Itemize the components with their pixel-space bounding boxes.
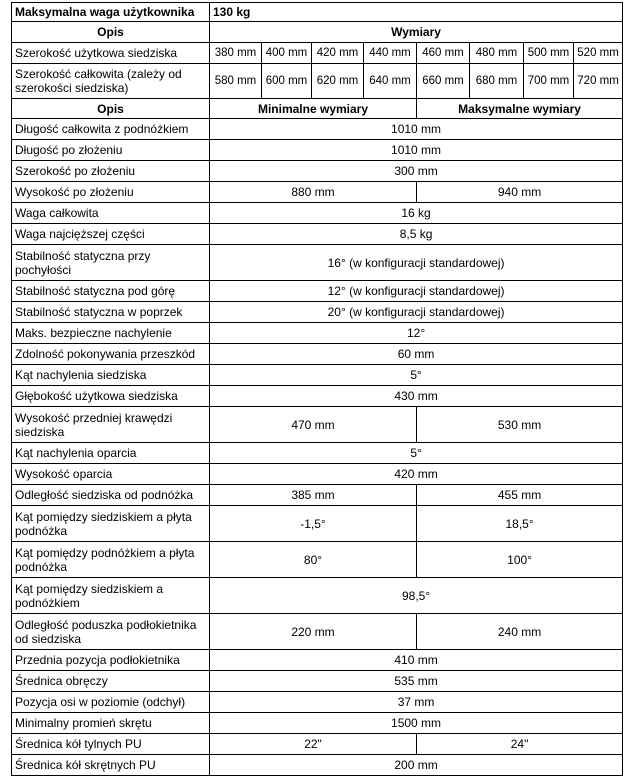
spec-row [12, 161, 623, 182]
size-value: 380 mm [210, 43, 262, 64]
size-value: 440 mm [364, 43, 417, 64]
spec-label: Waga całkowita [12, 203, 210, 224]
spec-min-value: 22" [210, 734, 417, 755]
spec-label: Kąt nachylenia siedziska [12, 365, 210, 386]
spec-row [12, 506, 623, 542]
spec-row [12, 443, 623, 464]
spec-label: Szerokość po złożeniu [12, 161, 210, 182]
spec-value: 12° (w konfiguracji standardowej) [210, 281, 623, 302]
spec-value: 12° [210, 323, 623, 344]
size-value: 660 mm [417, 64, 470, 99]
size-value: 500 mm [524, 43, 574, 64]
spec-value: 1010 mm [210, 140, 623, 161]
spec-row [12, 464, 623, 485]
dims-header-row [12, 22, 623, 43]
spec-value: 20° (w konfiguracji standardowej) [210, 302, 623, 323]
spec-row [12, 182, 623, 203]
size-value: 720 mm [574, 64, 623, 99]
size-value: 400 mm [262, 43, 312, 64]
spec-label: Długość po złożeniu [12, 140, 210, 161]
spec-label: Waga najcięższej części [12, 224, 210, 245]
spec-label: Wysokość oparcia [12, 464, 210, 485]
spec-label: Odległość siedziska od podnóżka [12, 485, 210, 506]
spec-value: 5° [210, 443, 623, 464]
spec-label: Kąt pomiędzy siedziskiem a podnóżkiem [12, 578, 210, 614]
minmax-header-desc: Opis [12, 99, 210, 119]
spec-value: 16° (w konfiguracji standardowej) [210, 245, 623, 281]
spec-row [12, 344, 623, 365]
spec-value: 200 mm [210, 755, 623, 776]
spec-row [12, 692, 623, 713]
spec-label: Wysokość przedniej krawędzi siedziska [12, 407, 210, 443]
size-row [12, 64, 623, 99]
spec-value: 300 mm [210, 161, 623, 182]
dims-header-desc: Opis [12, 22, 210, 43]
spec-label: Średnica kół skrętnych PU [12, 755, 210, 776]
spec-label: Pozycja osi w poziomie (odchył) [12, 692, 210, 713]
spec-max-value: 100° [417, 542, 623, 578]
spec-value: 8,5 kg [210, 224, 623, 245]
spec-row [12, 119, 623, 140]
size-value: 420 mm [312, 43, 364, 64]
spec-label: Wysokość po złożeniu [12, 182, 210, 203]
spec-label: Przednia pozycja podłokietnika [12, 650, 210, 671]
spec-value: 5° [210, 365, 623, 386]
spec-label: Stabilność statyczna w poprzek [12, 302, 210, 323]
size-value: 620 mm [312, 64, 364, 99]
spec-row [12, 302, 623, 323]
spec-label: Stabilność statyczna przy pochyłości [12, 245, 210, 281]
spec-row [12, 755, 623, 776]
spec-row [12, 734, 623, 755]
spec-label: Średnica kół tylnych PU [12, 734, 210, 755]
size-row [12, 43, 623, 64]
max-weight-label: Maksymalna waga użytkownika [12, 3, 210, 22]
spec-row [12, 386, 623, 407]
spec-min-value: 220 mm [210, 614, 417, 650]
spec-row [12, 614, 623, 650]
max-weight-row [12, 3, 623, 22]
spec-row [12, 713, 623, 734]
size-value: 640 mm [364, 64, 417, 99]
spec-max-value: 24" [417, 734, 623, 755]
spec-min-value: -1,5° [210, 506, 417, 542]
size-row-label: Szerokość całkowita (zależy od szerokości siedziska) [12, 64, 210, 99]
spec-row [12, 650, 623, 671]
size-row-label: Szerokość użytkowa siedziska [12, 43, 210, 64]
dims-header-title: Wymiary [210, 22, 623, 43]
spec-row [12, 224, 623, 245]
spec-label: Zdolność pokonywania przeszkód [12, 344, 210, 365]
spec-label: Średnica obręczy [12, 671, 210, 692]
spec-row [12, 542, 623, 578]
spec-row [12, 245, 623, 281]
spec-max-value: 455 mm [417, 485, 623, 506]
size-value: 580 mm [210, 64, 262, 99]
minmax-header-min: Minimalne wymiary [210, 99, 417, 119]
size-value: 480 mm [470, 43, 524, 64]
spec-label: Minimalny promień skrętu [12, 713, 210, 734]
spec-min-value: 80° [210, 542, 417, 578]
spec-value: 16 kg [210, 203, 623, 224]
spec-label: Odległość poduszka podłokietnika od siedziska [12, 614, 210, 650]
max-weight-value: 130 kg [210, 3, 623, 22]
spec-value: 1500 mm [210, 713, 623, 734]
minmax-header-row [12, 99, 623, 119]
spec-label: Maks. bezpieczne nachylenie [12, 323, 210, 344]
spec-value: 410 mm [210, 650, 623, 671]
spec-label: Kąt nachylenia oparcia [12, 443, 210, 464]
spec-row [12, 671, 623, 692]
spec-value: 37 mm [210, 692, 623, 713]
spec-max-value: 530 mm [417, 407, 623, 443]
size-value: 460 mm [417, 43, 470, 64]
spec-label: Głębokość użytkowa siedziska [12, 386, 210, 407]
spec-row [12, 578, 623, 614]
spec-label: Kąt pomiędzy podnóżkiem a płyta podnóżka [12, 542, 210, 578]
spec-value: 430 mm [210, 386, 623, 407]
spec-label: Długość całkowita z podnóżkiem [12, 119, 210, 140]
spec-table [11, 2, 623, 776]
size-value: 680 mm [470, 64, 524, 99]
spec-row [12, 365, 623, 386]
spec-min-value: 385 mm [210, 485, 417, 506]
spec-label: Stabilność statyczna pod górę [12, 281, 210, 302]
size-value: 700 mm [524, 64, 574, 99]
spec-value: 1010 mm [210, 119, 623, 140]
spec-max-value: 240 mm [417, 614, 623, 650]
size-value: 600 mm [262, 64, 312, 99]
spec-row [12, 140, 623, 161]
spec-min-value: 880 mm [210, 182, 417, 203]
spec-value: 60 mm [210, 344, 623, 365]
spec-min-value: 470 mm [210, 407, 417, 443]
size-value: 520 mm [574, 43, 623, 64]
spec-value: 420 mm [210, 464, 623, 485]
spec-max-value: 940 mm [417, 182, 623, 203]
spec-row [12, 203, 623, 224]
spec-row [12, 407, 623, 443]
spec-max-value: 18,5° [417, 506, 623, 542]
spec-label: Kąt pomiędzy siedziskiem a płyta podnóżka [12, 506, 210, 542]
spec-row [12, 485, 623, 506]
minmax-header-max: Maksymalne wymiary [417, 99, 623, 119]
spec-row [12, 281, 623, 302]
spec-value: 98,5° [210, 578, 623, 614]
spec-row [12, 323, 623, 344]
spec-value: 535 mm [210, 671, 623, 692]
